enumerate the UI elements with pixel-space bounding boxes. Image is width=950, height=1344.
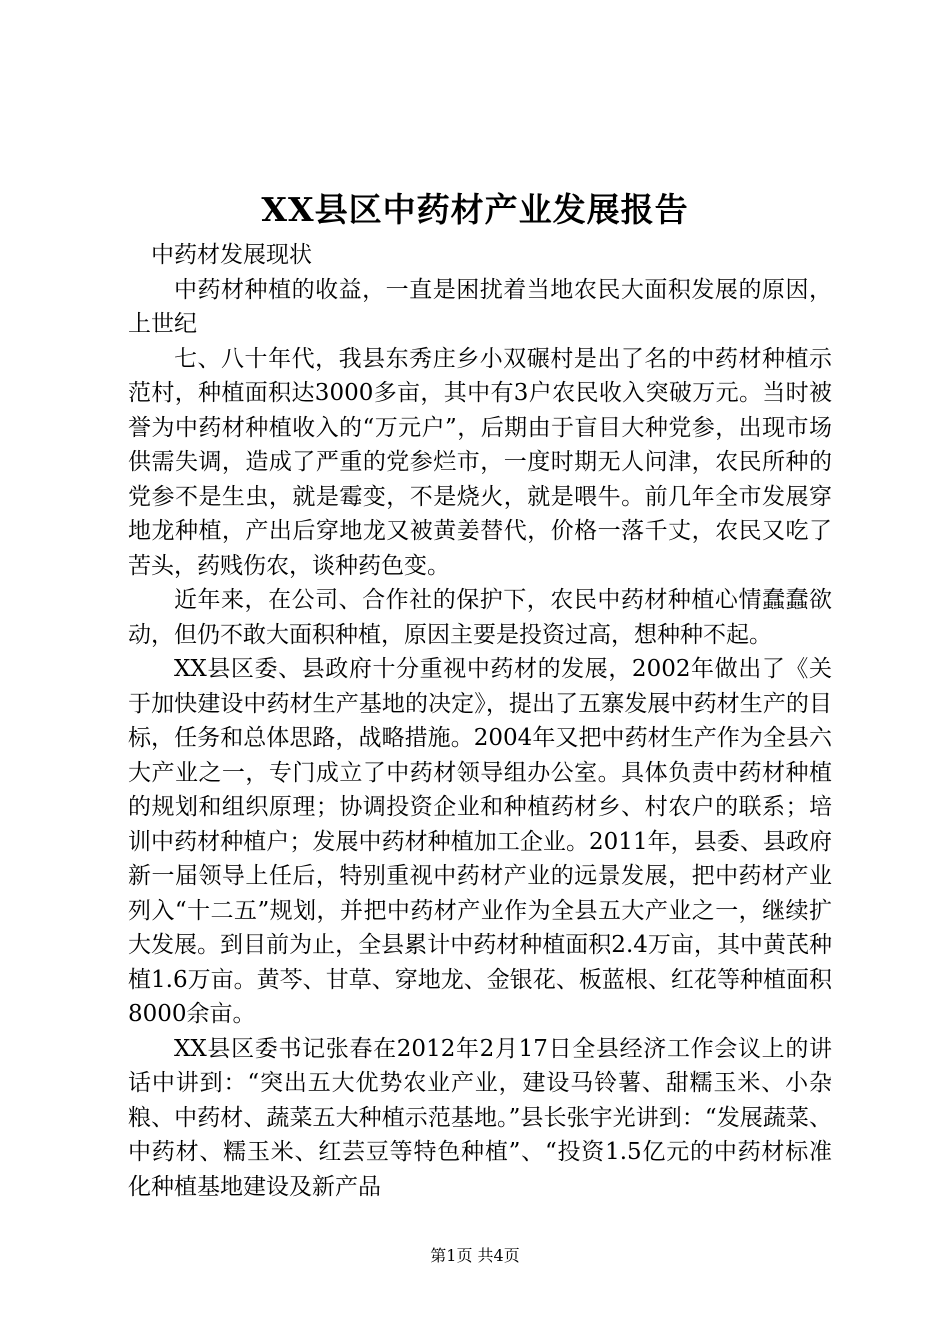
paragraph: XX县区委、县政府十分重视中药材的发展，2002年做出了《关于加快建设中药材生产基地的决定》，提出了五寨发展中药材生产的目标，任务和总体思路，战略措施。2004年又把中药材生产作为全县六大产业之一，专门成立了中药材领导组办公室。具体负责中药材种植的规划和组织原理；协调投资企业和种植药材乡、村农户的联系；培训中药材种植户；发展中药材种植加工企业。2011年，县委、县政府新一届领导上任后，特别重视中药材产业的远景发展，把中药材产业列入“十二五”规划，并把中药材产业作为全县五大产业之一，继续扩大发展。到目前为止，全县累计中药材种植面积2.4万亩，其中黄芪种植1.6万亩。黄芩、甘草、穿地龙、金银花、板蓝根、红花等种植面积8000余亩。: [128, 656, 832, 1027]
section-heading: 中药材发展现状: [151, 242, 312, 268]
paragraph: 近年来，在公司、合作社的保护下，农民中药材种植心情蠢蠢欲动，但仍不敢大面积种植，原因主要是投资过高，想种种不起。: [128, 587, 832, 648]
paragraph: 七、八十年代，我县东秀庄乡小双碾村是出了名的中药材种植示范村，种植面积达3000多亩，其中有3户农民收入突破万元。当时被誉为中药材种植收入的“万元户”，后期由于盲目大种党参，出现市场供需失调，造成了严重的党参烂市，一度时期无人问津，农民所种的党参不是生虫，就是霉变，不是烧火，就是喂牛。前几年全市发展穿地龙种植，产出后穿地龙又被黄姜替代，价格一落千丈，农民又吃了苦头，药贱伤农，谈种药色变。: [128, 345, 832, 579]
document-body: [128, 238, 832, 1204]
paragraph: 中药材种植的收益，一直是困扰着当地农民大面积发展的原因，上世纪: [128, 276, 832, 337]
document-title: XX县区中药材产业发展报告: [261, 190, 689, 229]
paragraph: XX县区委书记张春在2012年2月17日全县经济工作会议上的讲话中讲到：“突出五大优势农业产业，建设马铃薯、甜糯玉米、小杂粮、中药材、蔬菜五大种植示范基地。”县长张宇光讲到：“发展蔬菜、中药材、糯玉米、红芸豆等特色种植”、“投资1.5亿元的中药材标准化种植基地建设及新产品: [128, 1035, 832, 1200]
page-footer: 第1页 共4页: [430, 1246, 520, 1265]
